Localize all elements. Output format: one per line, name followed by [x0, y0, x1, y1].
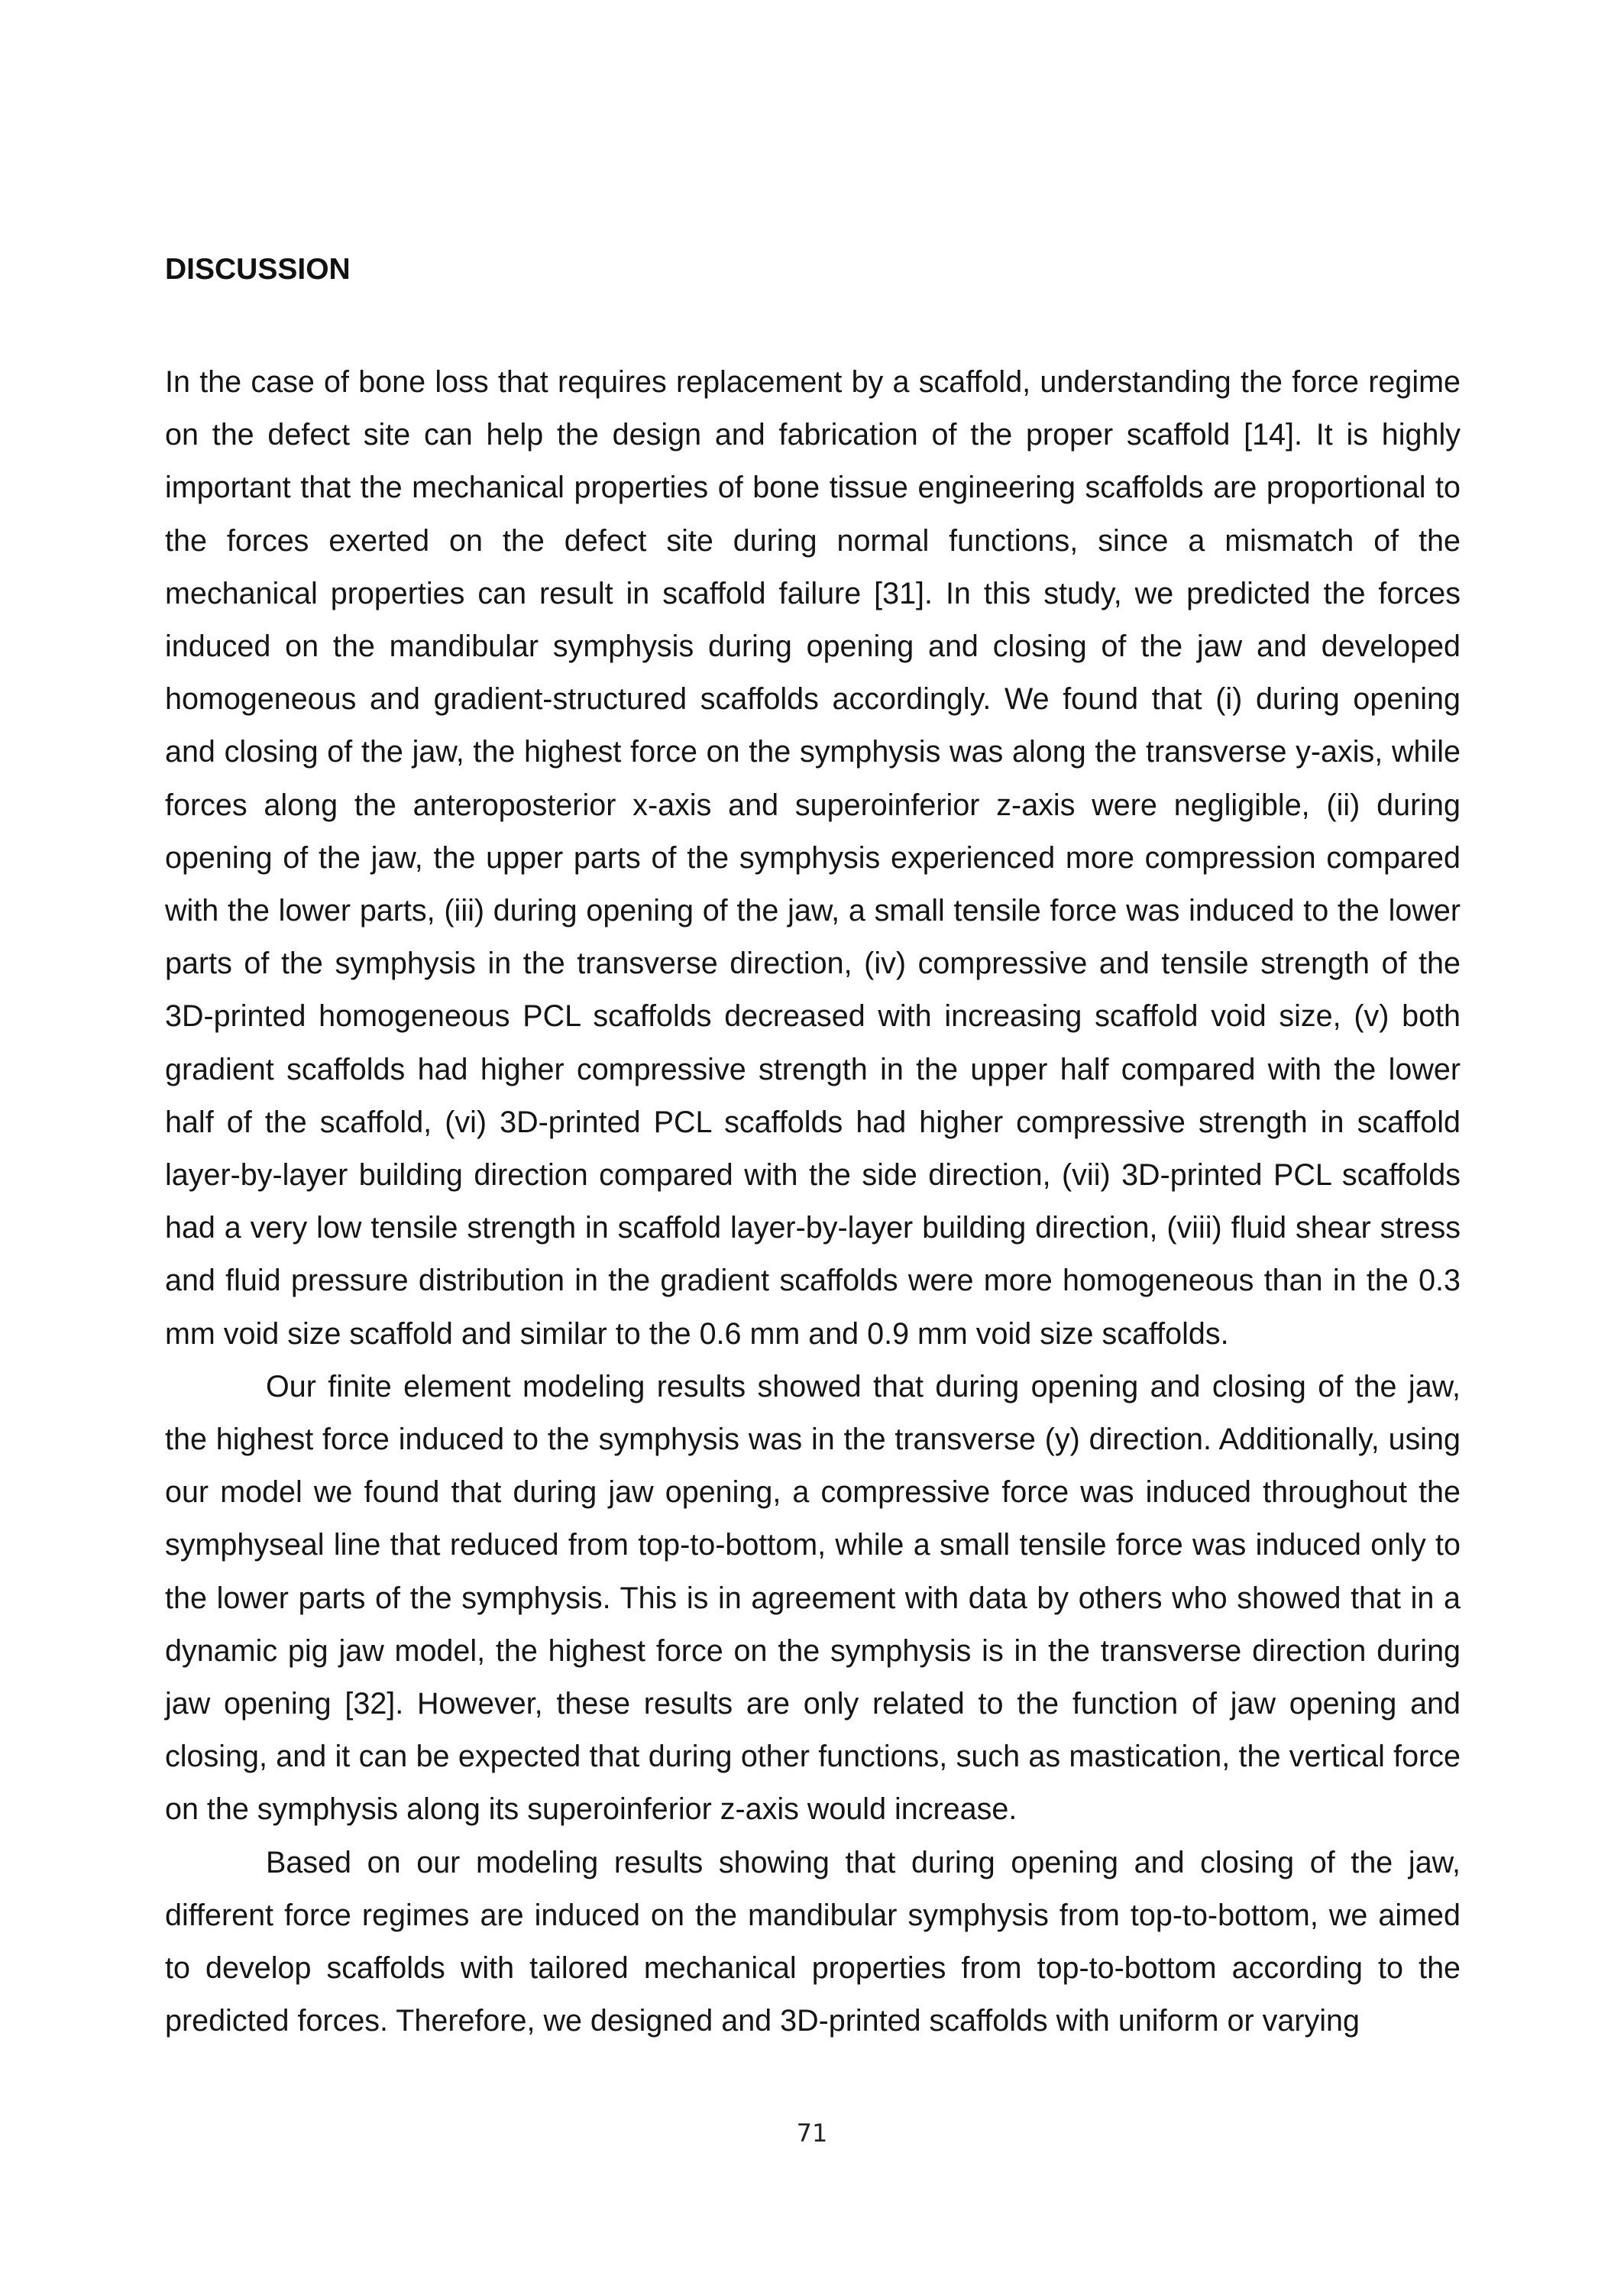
- page-number: 71: [796, 2119, 828, 2148]
- paragraph-1: In the case of bone loss that requires replacement by a scaffold, understanding the force regime on the defect site can help the design and fabrication of the proper scaffold [14]. It is highly important that the mechanical properties of bone tissue engineering scaffolds are proportional to the forces exerted on the defect site during normal functions, since a mismatch of the mechanical properties can result in scaffold failure [31]. In this study, we predicted the forces induced on the mandibular symphysis during opening and closing of the jaw and developed homogeneous and gradient-structured scaffolds accordingly. We found that (i) during opening and closing of the jaw, the highest force on the symphysis was along the transverse y-axis, while forces along the anteroposterior x-axis and superoinferior z-axis were negligible, (ii) during opening of the jaw, the upper parts of the symphysis experienced more compression compared with the lower parts, (iii) during opening of the jaw, a small tensile force was induced to the lower parts of the symphysis in the transverse direction, (iv) compressive and tensile strength of the 3D-printed homogeneous PCL scaffolds decreased with increasing scaffold void size, (v) both gradient scaffolds had higher compressive strength in the upper half compared with the lower half of the scaffold, (vi) 3D-printed PCL scaffolds had higher compressive strength in scaffold layer-by-layer building direction compared with the side direction, (vii) 3D-printed PCL scaffolds had a very low tensile strength in scaffold layer-by-layer building direction, (viii) fluid shear stress and fluid pressure distribution in the gradient scaffolds were more homogeneous than in the 0.3 mm void size scaffold and similar to the 0.6 mm and 0.9 mm void size scaffolds.: [165, 365, 1461, 1351]
- discussion-body: [165, 356, 1461, 2048]
- paragraph-3: Based on our modeling results showing that during opening and closing of the jaw, different force regimes are induced on the mandibular symphysis from top-to-bottom, we aimed to develop scaffolds with tailored mechanical properties from top-to-bottom according to the predicted forces. Therefore, we designed and 3D-printed scaffolds with uniform or varying: [165, 1845, 1461, 2038]
- section-heading: DISCUSSION: [165, 253, 351, 286]
- paragraph-2: Our finite element modeling results showed that during opening and closing of the jaw, the highest force induced to the symphysis was in the transverse (y) direction. Additionally, using our model we found that during jaw opening, a compressive force was induced throughout the symphyseal line that reduced from top-to-bottom, while a small tensile force was induced only to the lower parts of the symphysis. This is in agreement with data by others who showed that in a dynamic pig jaw model, the highest force on the symphysis is in the transverse direction during jaw opening [32]. However, these results are only related to the function of jaw opening and closing, and it can be expected that during other functions, such as mastication, the vertical force on the symphysis along its superoinferior z-axis would increase.: [165, 1369, 1461, 1827]
